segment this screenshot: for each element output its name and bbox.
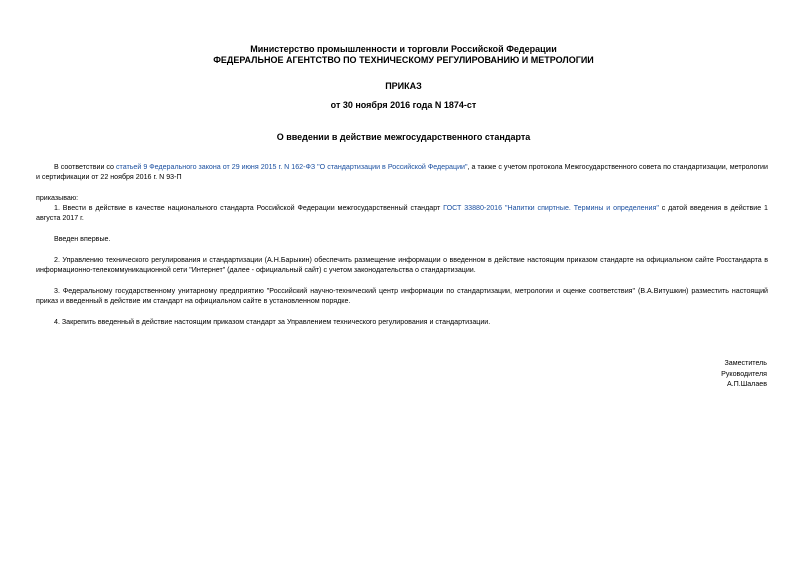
introduced-first-note xyxy=(36,234,768,244)
introduced-first-text: Введен впервые. xyxy=(54,235,111,243)
preamble-text-end: , а также с учетом протокола Межгосударственного совета по стандартизации, метрологии и сертификации от 22 ноября 2016 г. N 93-П xyxy=(36,163,768,181)
item-4-text: 4. Закрепить введенный в действие настоящим приказом стандарт за Управлением технического регулирования и стандартизации. xyxy=(54,318,491,326)
ministry-name: Министерство промышленности и торговли Российской Федерации xyxy=(250,44,557,54)
paragraph-item-2 xyxy=(36,255,768,275)
order-subject: О введении в действие межгосударственного стандарта xyxy=(276,132,531,142)
item-3-text: 3. Федеральному государственному унитарному предприятию "Российский научно-технический центр информации по стандартизации, метрологии и оценке соответствия" (В.А.Витушкин) разместить настоящий приказ и введенный в действие им стандарт на официальном сайте в установленном порядке. xyxy=(36,287,768,305)
paragraph-preamble xyxy=(36,162,768,182)
signatory-position-line1: Заместитель xyxy=(724,359,767,367)
paragraph-item-4 xyxy=(36,317,768,327)
prikazyvayu-label: приказываю: xyxy=(36,194,79,202)
signatory-name: А.П.Шалаев xyxy=(726,380,767,388)
order-title: ПРИКАЗ xyxy=(385,81,422,91)
signatory-position-line2: Руководителя xyxy=(721,369,767,378)
item-1-text-start: 1. Ввести в действие в качестве национального стандарта Российской Федерации межгосударственный стандарт xyxy=(54,204,444,212)
signature-block xyxy=(721,358,767,390)
paragraph-item-1 xyxy=(36,203,768,223)
document-header xyxy=(0,44,807,66)
paragraph-item-3 xyxy=(36,286,768,306)
gost-link[interactable]: ГОСТ 33880-2016 "Напитки спиртные. Термины и определения" xyxy=(443,204,659,212)
order-date-number: от 30 ноября 2016 года N 1874-ст xyxy=(330,100,477,110)
item-2-text: 2. Управлению технического регулирования и стандартизации (А.Н.Барыкин) обеспечить размещение информации о введенном в действие настоящим приказом стандарте на официальном сайте Росстандарта в информационно-телекоммуникационной сети "Интернет" (далее - официальный сайт) с учетом законодательства о стандартизации. xyxy=(36,256,768,274)
preamble-text-start: В соответствии со xyxy=(54,163,116,171)
agency-name: ФЕДЕРАЛЬНОЕ АГЕНТСТВО ПО ТЕХНИЧЕСКОМУ РЕГУЛИРОВАНИЮ И МЕТРОЛОГИИ xyxy=(213,55,594,65)
item-1-text-end: с датой введения в действие 1 августа 2017 г. xyxy=(36,204,768,222)
law-link[interactable]: статьей 9 Федерального закона от 29 июня 2015 г. N 162-ФЗ "О стандартизации в Российской Федерации" xyxy=(115,163,468,171)
